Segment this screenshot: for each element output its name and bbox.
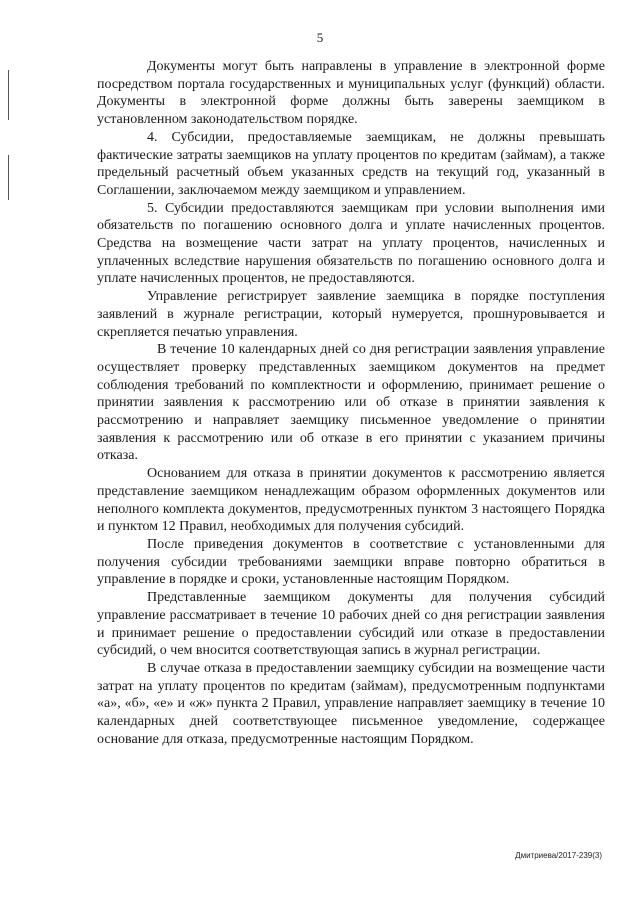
page-number: 5 [316, 30, 324, 45]
paragraph-refusal-notice: В случае отказа в предоставлении заемщику субсидии на возмещение части затрат на уплату процентов по кредитам (займам), предусмотренным подпунктами «а», «б», «е» и «ж» пункта 2 Правил, управление направляет заемщику в течение 10 календарных дней соответствующее письменное уведомление, содержащее основание для отказа, предусмотренные настоящим Порядком. [97, 660, 605, 747]
document-body [97, 58, 605, 748]
scan-edge-mark-top [8, 70, 9, 120]
scan-edge-mark-middle [8, 155, 9, 200]
document-reference-code: Дмитриева/2017-239(3) [515, 851, 602, 860]
paragraph-clause-5: 5. Субсидии предоставляются заемщикам при условии выполнения ими обязательств по погашению основного долга и уплате начисленных процентов. Средства на возмещение части затрат на уплату процентов, начисленных и уплаченных вследствие нарушения обязательств по погашению основного долга и уплате начисленных процентов, не предоставляются. [97, 200, 605, 287]
paragraph-decision: Представленные заемщиком документы для получения субсидий управление рассматривает в течение 10 рабочих дней со дня регистрации заявления и принимает решение о предоставлении субсидий или отказе в предоставлении субсидий, о чем вносится соответствующая запись в журнал регистрации. [97, 590, 605, 659]
paragraph-resubmission: После приведения документов в соответствие с установленными для получения субсидии требованиями заемщики вправе повторно обратиться в управление в порядке и сроки, установленные настоящим Порядком. [97, 536, 605, 588]
paragraph-electronic-form: Документы могут быть направлены в управление в электронной форме посредством портала государственных и муниципальных услуг (функций) области. Документы в электронной форме должны быть заверены заемщиком в установленном законодательством порядке. [97, 59, 605, 128]
paragraph-registration: Управление регистрирует заявление заемщика в порядке поступления заявлений в журнале регистрации, который нумеруется, прошнуровывается и скрепляется печатью управления. [97, 289, 605, 340]
paragraph-review-period: В течение 10 календарных дней со дня регистрации заявления управление осуществляет проверку представленных заемщиком документов на предмет соблюдения требований по комплектности и оформлению, принимает решение о принятии заявления к рассмотрению или об отказе в принятии заявления к рассмотрению и направляет заемщику письменное уведомление о принятии заявления к рассмотрению или об отказе в его принятии с указанием причины отказа. [97, 342, 605, 464]
paragraph-clause-4: 4. Субсидии, предоставляемые заемщикам, не должны превышать фактические затраты заемщиков на уплату процентов по кредитам (займам), а также предельный расчетный объем указанных средств на текущий год, указанный в Соглашении, заключаемом между заемщиком и управлением. [97, 129, 605, 198]
paragraph-refusal-grounds: Основанием для отказа в принятии документов к рассмотрению является представление заемщиком ненадлежащим образом оформленных документов или неполного комплекта документов, предусмотренных пунктом 3 настоящего Порядка и пунктом 12 Правил, необходимых для получения субсидий. [97, 466, 605, 535]
